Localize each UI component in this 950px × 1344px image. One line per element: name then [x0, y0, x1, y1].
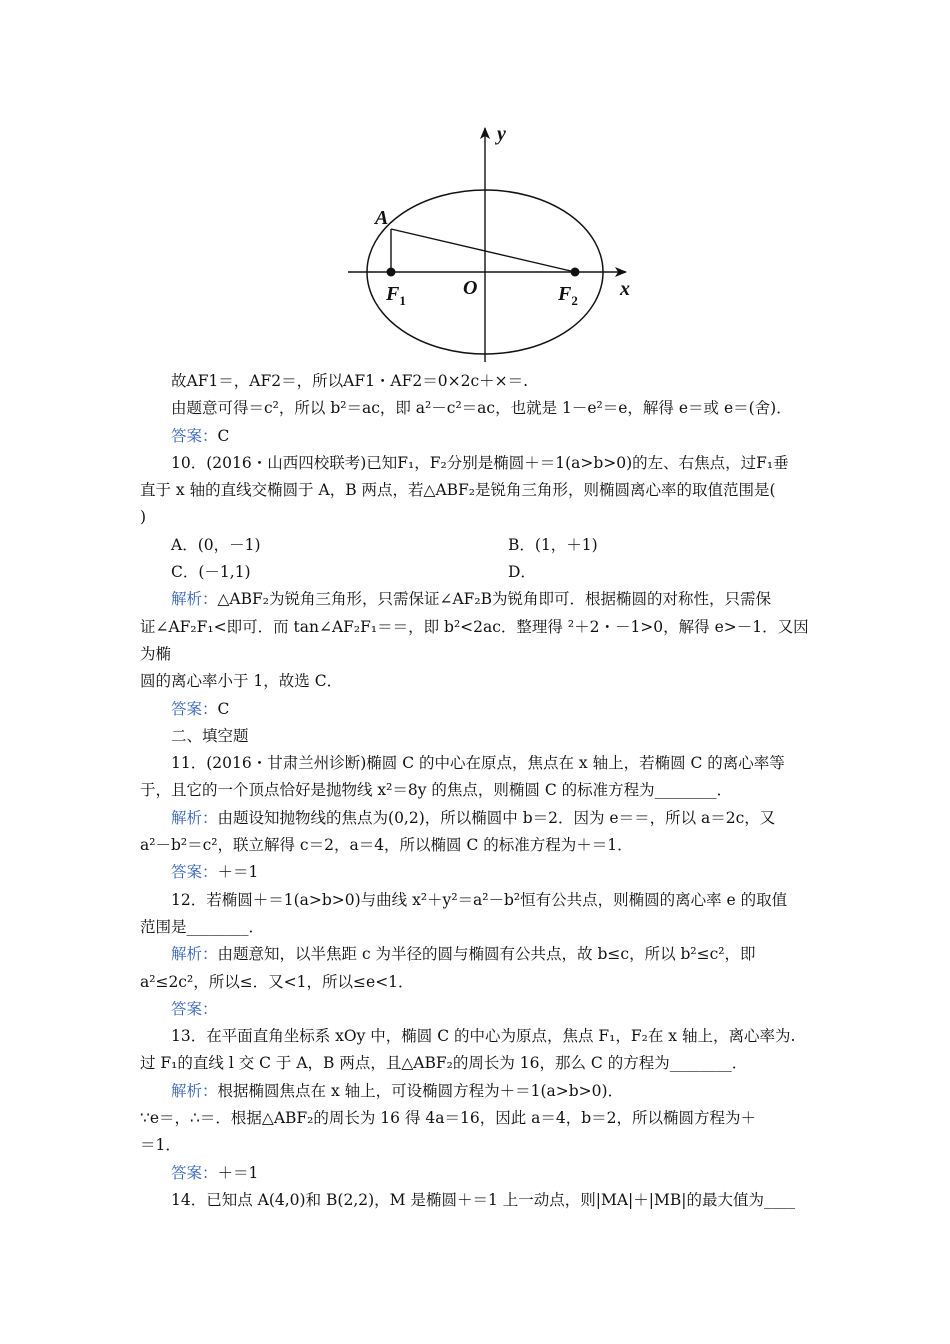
answer-value: C: [217, 426, 230, 445]
answer-label: 答案：: [171, 699, 218, 718]
question-13: 13．在平面直角坐标系 xOy 中，椭圆 C 的中心为原点，焦点 F₁，F₂在 x 轴上，离心率为.: [171, 1027, 796, 1046]
question-12: 12．若椭圆＋＝1(a>b>0)与曲线 x²＋y²＝a²－b²恒有公共点，则椭圆的离心率 e 的取值: [171, 890, 788, 909]
answer-label: 答案：: [171, 1163, 218, 1182]
answer-value: ＋＝1: [217, 1163, 259, 1182]
document-body: [140, 368, 815, 1214]
label-O: O: [463, 277, 478, 299]
analysis-10: 解析：△ABF₂为锐角三角形，只需保证∠AF₂B为锐角即可．根据椭圆的对称性，只需保: [171, 590, 772, 609]
analysis-11-cont: a²－b²＝c²，联立解得 c＝2，a＝4，所以椭圆 C 的标准方程为＋＝1．: [140, 836, 633, 855]
option-a: A．(0，－1): [171, 535, 261, 554]
analysis-10-cont: 圆的离心率小于 1，故选 C．: [140, 672, 343, 691]
segment-AF2: [391, 229, 575, 272]
question-14: 14．已知点 A(4,0)和 B(2,2)，M 是椭圆＋＝1 上一动点，则|MA|＋|MB|的最大值为____: [171, 1190, 795, 1209]
question-12-cont: 范围是________．: [140, 917, 265, 936]
label-x: x: [620, 278, 630, 300]
option-b: B．(1，＋1): [508, 535, 598, 554]
analysis-12-cont: a²≤2c²，所以≤．又<1，所以≤e<1．: [140, 972, 414, 991]
solution-line: 故AF1＝，AF2＝，所以AF1・AF2＝0×2c＋×＝.: [171, 372, 529, 390]
label-F2: $F_2$: [558, 283, 578, 308]
question-10-cont: ): [140, 508, 147, 527]
options-row: [140, 532, 815, 559]
option-c: C．(－1,1): [171, 563, 251, 582]
analysis-label: 解析：: [171, 1081, 218, 1100]
label-y: y: [497, 123, 506, 145]
analysis-10-cont: 证∠AF₂F₁<即可．而 tan∠AF₂F₁＝＝，即 b²<2ac．整理得 ²＋2・－1>0，解得 e>－1．又因为椭: [140, 617, 809, 663]
answer-value: ＋＝1: [217, 863, 259, 882]
answer-label: 答案：: [171, 863, 218, 882]
analysis-13-cont: ＝1．: [140, 1136, 181, 1155]
answer-line: [140, 696, 815, 723]
answer-value: C: [217, 699, 230, 718]
analysis-label: 解析：: [171, 945, 218, 964]
point-F1: [387, 268, 396, 277]
analysis-11: 解析：由题设知抛物线的焦点为(0,2)，所以椭圆中 b＝2．因为 e＝＝，所以 a＝2c，又: [171, 808, 776, 827]
answer-line: [140, 423, 815, 450]
solution-line: 由题意可得＝c²，所以 b²＝ac，即 a²－c²＝ac，也就是 1－e²＝e，解得 e＝或 e＝(舍)．: [171, 399, 792, 418]
analysis-12: 解析：由题意知，以半焦距 c 为半径的圆与椭圆有公共点，故 b≤c，所以 b²≤c²，即: [171, 945, 756, 964]
point-F2: [571, 268, 580, 277]
analysis-label: 解析：: [171, 808, 218, 827]
answer-line: [140, 1160, 815, 1187]
answer-label: 答案：: [171, 999, 218, 1018]
analysis-label: 解析：: [171, 590, 218, 609]
section-heading: 二、填空题: [171, 726, 249, 745]
question-10-cont: 直于 x 轴的直线交椭圆于 A，B 两点，若△ABF₂是锐角三角形，则椭圆离心率的取值范围是(: [140, 481, 776, 500]
label-F1: $F_1$: [386, 283, 406, 308]
answer-label: 答案：: [171, 426, 218, 445]
options-row: [140, 559, 815, 586]
analysis-13: 解析：根据椭圆焦点在 x 轴上，可设椭圆方程为＋＝1(a>b>0)．: [171, 1081, 624, 1100]
option-d: D．: [508, 563, 536, 582]
question-11-cont: 于，且它的一个顶点恰好是抛物线 x²＝8y 的焦点，则椭圆 C 的标准方程为________．: [140, 781, 733, 800]
answer-line: [140, 859, 815, 886]
ellipse-figure: [340, 118, 640, 368]
label-A: A: [375, 207, 389, 229]
question-11: 11．(2016・甘肃兰州诊断)椭圆 C 的中心在原点，焦点在 x 轴上，若椭圆 C 的离心率等: [171, 754, 785, 773]
analysis-13-cont: ∵e＝，∴＝．根据△ABF₂的周长为 16 得 4a＝16，因此 a＝4，b＝2，所以椭圆方程为＋: [140, 1109, 757, 1128]
question-10: 10．(2016・山西四校联考)已知F₁，F₂分别是椭圆＋＝1(a>b>0)的左、右焦点，过F₁垂: [171, 453, 789, 472]
question-13-cont: 过 F₁的直线 l 交 C 于 A，B 两点，且△ABF₂的周长为 16，那么 C 的方程为________．: [140, 1054, 748, 1073]
answer-line: [140, 996, 815, 1023]
